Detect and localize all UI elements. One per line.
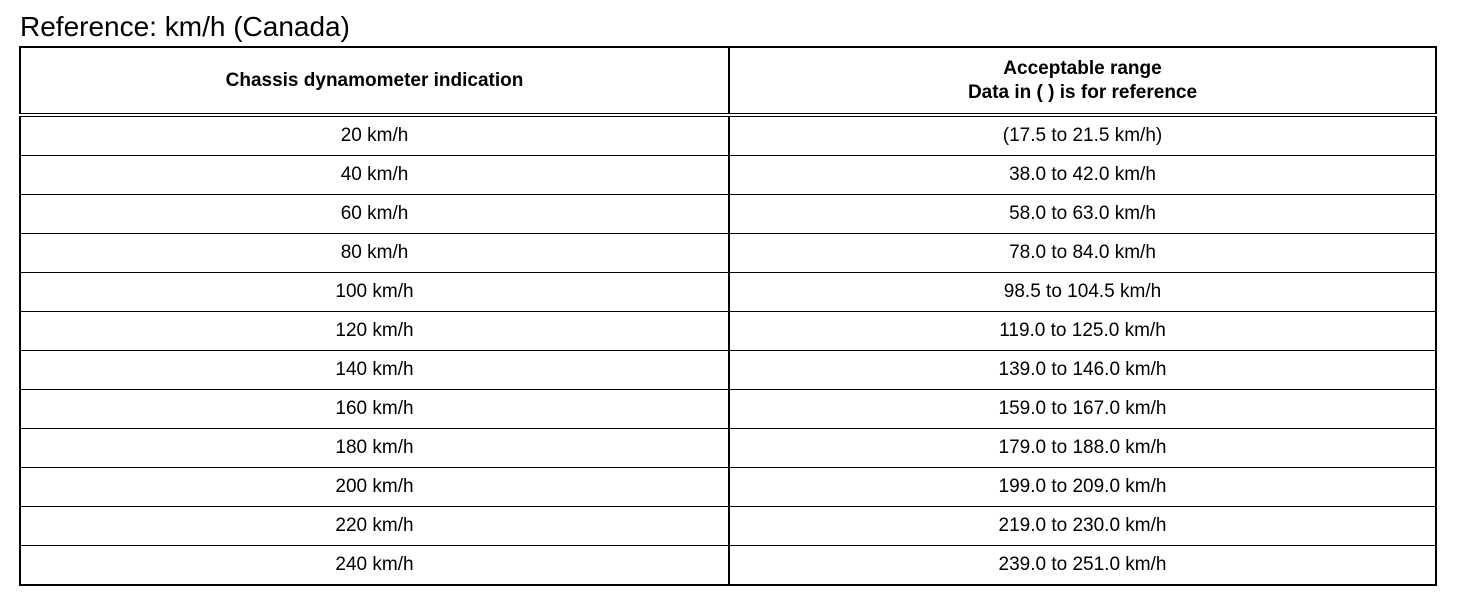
indication-cell: 200 km/h: [20, 468, 729, 507]
column-header-indication: [20, 47, 729, 115]
range-cell: 58.0 to 63.0 km/h: [729, 195, 1436, 234]
page-title: Reference: km/h (Canada): [20, 11, 350, 42]
table-row: [20, 273, 1436, 312]
table-row: [20, 429, 1436, 468]
indication-cell: 120 km/h: [20, 312, 729, 351]
indication-cell: 20 km/h: [20, 115, 729, 156]
range-cell: 219.0 to 230.0 km/h: [729, 507, 1436, 546]
indication-cell: 180 km/h: [20, 429, 729, 468]
range-cell: 159.0 to 167.0 km/h: [729, 390, 1436, 429]
range-cell: 78.0 to 84.0 km/h: [729, 234, 1436, 273]
table-row: [20, 390, 1436, 429]
table-row: [20, 312, 1436, 351]
range-cell: 98.5 to 104.5 km/h: [729, 273, 1436, 312]
column-header-range: [729, 47, 1436, 115]
indication-cell: 60 km/h: [20, 195, 729, 234]
table-row: [20, 115, 1436, 156]
indication-cell: 140 km/h: [20, 351, 729, 390]
range-cell: 38.0 to 42.0 km/h: [729, 156, 1436, 195]
range-cell: 139.0 to 146.0 km/h: [729, 351, 1436, 390]
indication-cell: 220 km/h: [20, 507, 729, 546]
table-row: [20, 546, 1436, 586]
column-header-range-line2: Data in ( ) is for reference: [967, 81, 1198, 103]
table-row: [20, 507, 1436, 546]
table-row: [20, 234, 1436, 273]
range-cell: 239.0 to 251.0 km/h: [729, 546, 1436, 586]
table-body: [20, 115, 1436, 585]
range-cell: 119.0 to 125.0 km/h: [729, 312, 1436, 351]
indication-cell: 40 km/h: [20, 156, 729, 195]
column-header-indication-label: Chassis dynamometer indication: [225, 69, 524, 91]
range-cell: 179.0 to 188.0 km/h: [729, 429, 1436, 468]
table-row: [20, 351, 1436, 390]
header-row: [20, 47, 1436, 115]
table-header: [20, 47, 1436, 115]
range-cell: 199.0 to 209.0 km/h: [729, 468, 1436, 507]
column-header-range-line1: Acceptable range: [1003, 57, 1162, 79]
table-row: [20, 468, 1436, 507]
range-cell: (17.5 to 21.5 km/h): [729, 115, 1436, 156]
speedometer-spec-table: [19, 46, 1437, 586]
table-row: [20, 156, 1436, 195]
indication-cell: 240 km/h: [20, 546, 729, 586]
indication-cell: 100 km/h: [20, 273, 729, 312]
indication-cell: 160 km/h: [20, 390, 729, 429]
table-row: [20, 195, 1436, 234]
indication-cell: 80 km/h: [20, 234, 729, 273]
